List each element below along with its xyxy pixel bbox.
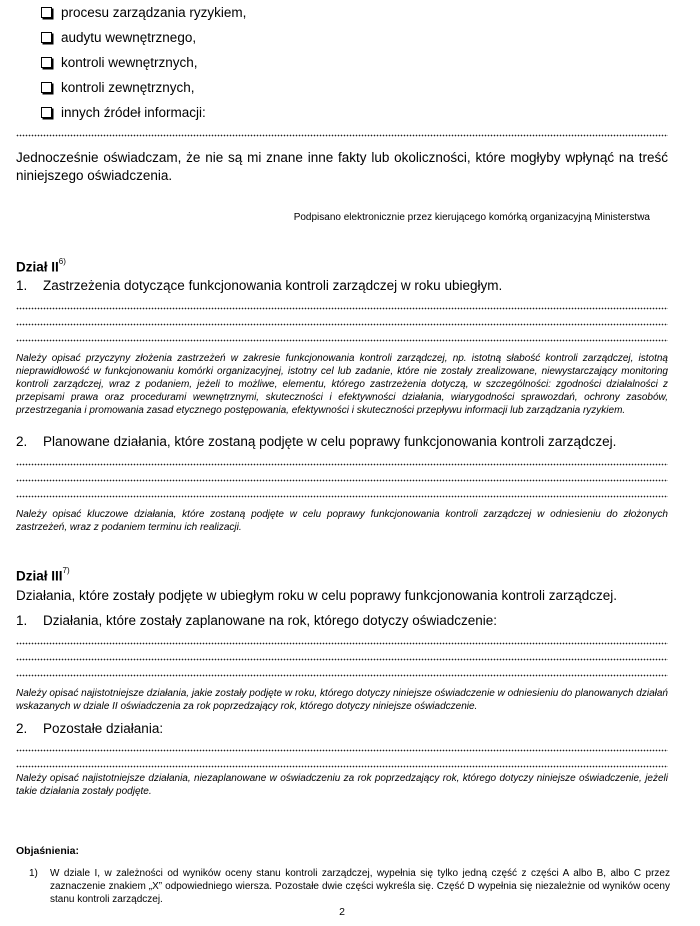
declaration-text: Jednocześnie oświadczam, że nie są mi znane inne fakty lub okoliczności, które mogłyby wpłynąć na treść niniejszego oświadczenia. (16, 150, 668, 183)
dotted-fill-line[interactable] (16, 339, 668, 343)
dotted-fill-line[interactable] (16, 495, 668, 499)
explanation-text: W dziale I, w zależności od wyników oceny stanu kontroli zarządczej, wypełnia się tylko jedną część z części A albo B, albo C przez zaznaczenie znakiem „X” odpowiedniego wiersza. Pozostałe dwie części wykreśla się. Część D wypełnia się niezależnie od wyników oceny stanu kontroli zarządczej. (50, 868, 670, 905)
dotted-fill-line[interactable] (16, 307, 668, 311)
dotted-fill-line[interactable] (16, 658, 668, 662)
checkbox-icon[interactable] (41, 7, 52, 18)
page-number: 2 (339, 906, 345, 918)
dotted-fill-line[interactable] (16, 323, 668, 327)
dotted-fill-line[interactable] (16, 765, 668, 769)
explanation-number: 1) (29, 868, 38, 879)
dotted-fill-line[interactable] (16, 134, 668, 138)
dotted-fill-line[interactable] (16, 479, 668, 483)
checkbox-item (41, 5, 246, 21)
section-title: Dział II (16, 259, 59, 275)
checkbox-label: procesu zarządzania ryzykiem, (61, 5, 247, 20)
checkbox-label: audytu wewnętrznego, (61, 30, 197, 45)
dotted-fill-line[interactable] (16, 463, 668, 467)
checkbox-label: kontroli zewnętrznych, (61, 80, 195, 95)
section-title: Dział III (16, 568, 63, 584)
item-text: Pozostałe działania: (43, 721, 164, 736)
item-number: 1. (16, 613, 28, 628)
checkbox-item (41, 80, 195, 96)
instruction-note: Należy opisać kluczowe działania, które zostaną podjęte w celu poprawy funkcjonowania kontroli zarządczej w odniesieniu do złożonych zastrzeżeń, wraz z podaniem terminu ich realizacji. (16, 509, 668, 533)
item-number: 2. (16, 434, 28, 449)
dzial3-item-2 (16, 721, 163, 737)
checkbox-item (41, 30, 196, 46)
explanations-title: Objaśnienia: (16, 845, 80, 857)
item-text: Planowane działania, które zostaną podjęte w celu poprawy funkcjonowania kontroli zarządczej. (43, 434, 617, 449)
dzial3-item-1 (16, 613, 497, 629)
item-number: 1. (16, 278, 28, 293)
checkbox-label: innych źródeł informacji: (61, 105, 206, 120)
footnote-ref: 7) (62, 566, 70, 575)
dzial3-intro: Działania, które zostały podjęte w ubiegłym roku w celu poprawy funkcjonowania kontroli zarządczej. (16, 588, 618, 603)
instruction-note: Należy opisać najistotniejsze działania, niezaplanowane w oświadczeniu za rok poprzedzający rok, którego dotyczy niniejsze oświadczenie, jeżeli takie działania zostały podjęte. (16, 773, 668, 797)
footnote-ref: 6) (58, 257, 66, 266)
checkbox-icon[interactable] (41, 57, 52, 68)
dzial2-item-1 (16, 278, 502, 294)
checkbox-item (41, 105, 206, 121)
dotted-fill-line[interactable] (16, 749, 668, 753)
checkbox-icon[interactable] (41, 82, 52, 93)
section-heading-dzial-3 (16, 565, 70, 585)
item-number: 2. (16, 721, 28, 736)
instruction-note: Należy opisać najistotniejsze działania, jakie zostały podjęte w roku, którego dotyczy niniejsze oświadczenie w odniesieniu do planowanych działań wskazanych w dziale II oświadczenia za rok poprzedzający rok, którego dotyczy niniejsze oświadczenie. (16, 688, 668, 712)
checkbox-label: kontroli wewnętrznych, (61, 55, 198, 70)
item-text: Zastrzeżenia dotyczące funkcjonowania kontroli zarządczej w roku ubiegłym. (43, 278, 503, 293)
section-heading-dzial-2 (16, 256, 66, 276)
instruction-note: Należy opisać przyczyny złożenia zastrzeżeń w zakresie funkcjonowania kontroli zarządczej, np. istotną słabość kontroli zarządczej, istotną nieprawidłowość w funkcjonowaniu komórki organizacyjnej, istotny cel lub zadanie, które nie zostały zrealizowane, niewystarczający monitoring kontroli zarządczej, wraz z podaniem, jeżeli to możliwe, elementu, którego zastrzeżenia dotyczą, w szczególności: zgodności działalności z przepisami prawa oraz procedurami wewnętrznymi, skuteczności i efektywności działania, wiarygodności sprawozdań, ochrony zasobów, przestrzegania i promowania zasad etycznego postępowania, efektywności i skuteczności przepływu informacji lub zarządzania ryzykiem. (16, 353, 668, 416)
dotted-fill-line[interactable] (16, 642, 668, 646)
dzial2-item-2 (16, 434, 616, 450)
dotted-fill-line[interactable] (16, 674, 668, 678)
signature-line: Podpisano elektronicznie przez kierującego komórką organizacyjną Ministerstwa (293, 212, 650, 223)
checkbox-item (41, 55, 198, 71)
checkbox-icon[interactable] (41, 107, 52, 118)
checkbox-icon[interactable] (41, 32, 52, 43)
item-text: Działania, które zostały zaplanowane na rok, którego dotyczy oświadczenie: (43, 613, 497, 628)
